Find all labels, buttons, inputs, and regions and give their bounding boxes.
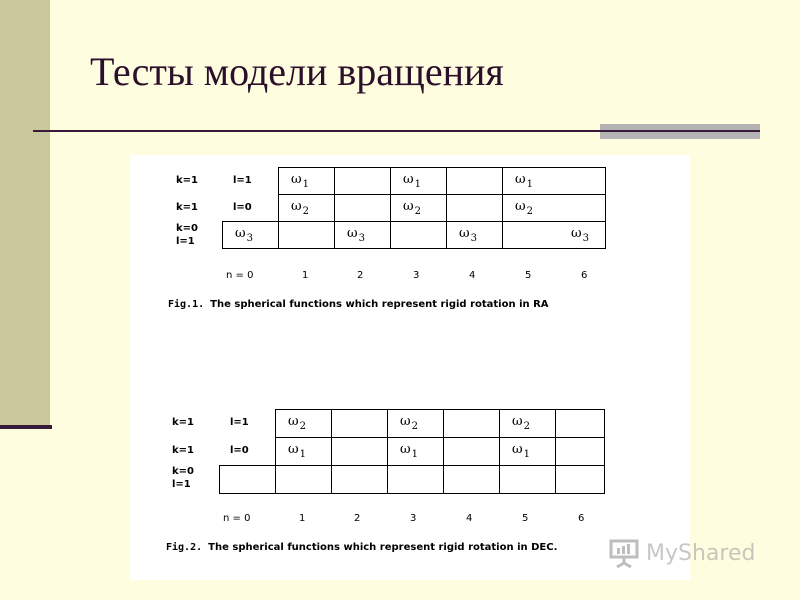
omega-subscript: 2 xyxy=(302,206,309,217)
presentation-board-icon xyxy=(608,536,642,570)
watermark-text: MyShared xyxy=(646,541,756,566)
fig1-row2-l: l=0 xyxy=(233,202,252,213)
fig1-row1-k: k=1 xyxy=(176,175,198,186)
fig1-vline-5 xyxy=(502,167,503,249)
omega-2-cell: $\omega_2$ xyxy=(515,199,533,217)
omega-2-cell: $\omega_2$ xyxy=(403,199,421,217)
fig2-vline-1 xyxy=(275,409,276,494)
fig1-hline-top xyxy=(278,167,606,168)
omega-subscript: 2 xyxy=(526,206,533,217)
omega-2-cell: $\omega_2$ xyxy=(288,414,306,432)
fig2-row2-l: l=0 xyxy=(230,445,249,456)
fig2-vline-6 xyxy=(555,409,556,494)
omega-subscript: 3 xyxy=(582,233,589,244)
omega-subscript: 3 xyxy=(358,233,365,244)
omega-3-cell: $\omega_3$ xyxy=(235,226,253,244)
fig1-n-label-4: 4 xyxy=(469,270,476,281)
fig2-row2-k: k=1 xyxy=(172,445,194,456)
fig2-hline-2 xyxy=(219,465,605,466)
omega-1-cell: $\omega_1$ xyxy=(403,172,421,190)
fig1-hline-1 xyxy=(278,194,606,195)
fig2-vline-left xyxy=(219,465,220,494)
fig2-caption-label: Fig.2. xyxy=(166,542,203,553)
fig1-n-label-3: 3 xyxy=(413,270,420,281)
omega-1-cell: $\omega_1$ xyxy=(288,442,306,460)
fig2-n-label-4: 4 xyxy=(466,513,473,524)
fig2-n-label-5: 5 xyxy=(522,513,529,524)
fig1-caption xyxy=(168,299,549,310)
omega-subscript: 3 xyxy=(470,233,477,244)
omega-subscript: 1 xyxy=(526,179,533,190)
omega-subscript: 1 xyxy=(302,179,309,190)
omega-3-cell: $\omega_3$ xyxy=(347,226,365,244)
title-underline xyxy=(33,130,603,132)
fig2-row3-l: l=1 xyxy=(172,479,191,490)
omega-subscript: 1 xyxy=(411,449,418,460)
fig1-n-label-5: 5 xyxy=(525,270,532,281)
fig1-n-label-2: 2 xyxy=(357,270,364,281)
fig2-vline-3 xyxy=(387,409,388,494)
fig2-n-label-2: 2 xyxy=(354,513,361,524)
fig1-vline-4 xyxy=(446,167,447,249)
fig2-hline-bottom xyxy=(219,493,605,494)
omega-subscript: 1 xyxy=(523,449,530,460)
fig2-vline-2 xyxy=(331,409,332,494)
omega-3-cell: $\omega_3$ xyxy=(459,226,477,244)
omega-subscript: 2 xyxy=(411,421,418,432)
fig2-caption xyxy=(166,542,557,553)
omega-1-cell: $\omega_1$ xyxy=(512,442,530,460)
fig1-n-label-6: 6 xyxy=(581,270,588,281)
fig1-vline-2 xyxy=(334,167,335,249)
slide-title: Тесты модели вращения xyxy=(90,49,504,94)
fig1-n-label-1: 1 xyxy=(302,270,309,281)
omega-1-cell: $\omega_1$ xyxy=(515,172,533,190)
figure-image xyxy=(130,155,690,580)
fig1-caption-text: The spherical functions which represent rigid rotation in RA xyxy=(210,299,549,310)
fig2-vline-4 xyxy=(443,409,444,494)
fig1-row3-l: l=1 xyxy=(176,236,195,247)
fig1-hline-2 xyxy=(222,221,606,222)
omega-2-cell: $\omega_2$ xyxy=(291,199,309,217)
left-decor-bar xyxy=(0,0,50,425)
fig1-n-label-0: n = 0 xyxy=(226,270,254,281)
watermark xyxy=(606,536,776,572)
omega-1-cell: $\omega_1$ xyxy=(291,172,309,190)
left-decor-bar-line xyxy=(0,425,52,429)
fig1-hline-bottom xyxy=(222,248,606,249)
omega-2-cell: $\omega_2$ xyxy=(400,414,418,432)
fig1-row1-l: l=1 xyxy=(233,175,252,186)
fig1-vline-right xyxy=(605,167,606,249)
fig2-n-label-3: 3 xyxy=(410,513,417,524)
omega-subscript: 2 xyxy=(299,421,306,432)
omega-2-cell: $\omega_2$ xyxy=(512,414,530,432)
omega-subscript: 3 xyxy=(246,233,253,244)
fig1-vline-3 xyxy=(390,167,391,249)
fig2-n-label-1: 1 xyxy=(299,513,306,524)
omega-subscript: 1 xyxy=(414,179,421,190)
fig2-row1-k: k=1 xyxy=(172,417,194,428)
title-underline-accent-line xyxy=(600,130,760,132)
omega-subscript: 1 xyxy=(299,449,306,460)
fig2-vline-5 xyxy=(499,409,500,494)
fig1-caption-label: Fig.1. xyxy=(168,299,205,310)
fig2-row3-k: k=0 xyxy=(172,466,194,477)
fig2-n-label-0: n = 0 xyxy=(223,513,251,524)
fig2-caption-text: The spherical functions which represent rigid rotation in DEC. xyxy=(208,542,558,553)
omega-1-cell: $\omega_1$ xyxy=(400,442,418,460)
omega-3-cell: $\omega_3$ xyxy=(571,226,589,244)
fig1-row3-k: k=0 xyxy=(176,223,198,234)
fig1-vline-1 xyxy=(278,167,279,249)
omega-subscript: 2 xyxy=(523,421,530,432)
fig2-n-label-6: 6 xyxy=(578,513,585,524)
fig1-row2-k: k=1 xyxy=(176,202,198,213)
fig2-vline-right xyxy=(604,409,605,494)
omega-subscript: 2 xyxy=(414,206,421,217)
fig1-vline-left xyxy=(222,221,223,249)
fig2-row1-l: l=1 xyxy=(230,417,249,428)
